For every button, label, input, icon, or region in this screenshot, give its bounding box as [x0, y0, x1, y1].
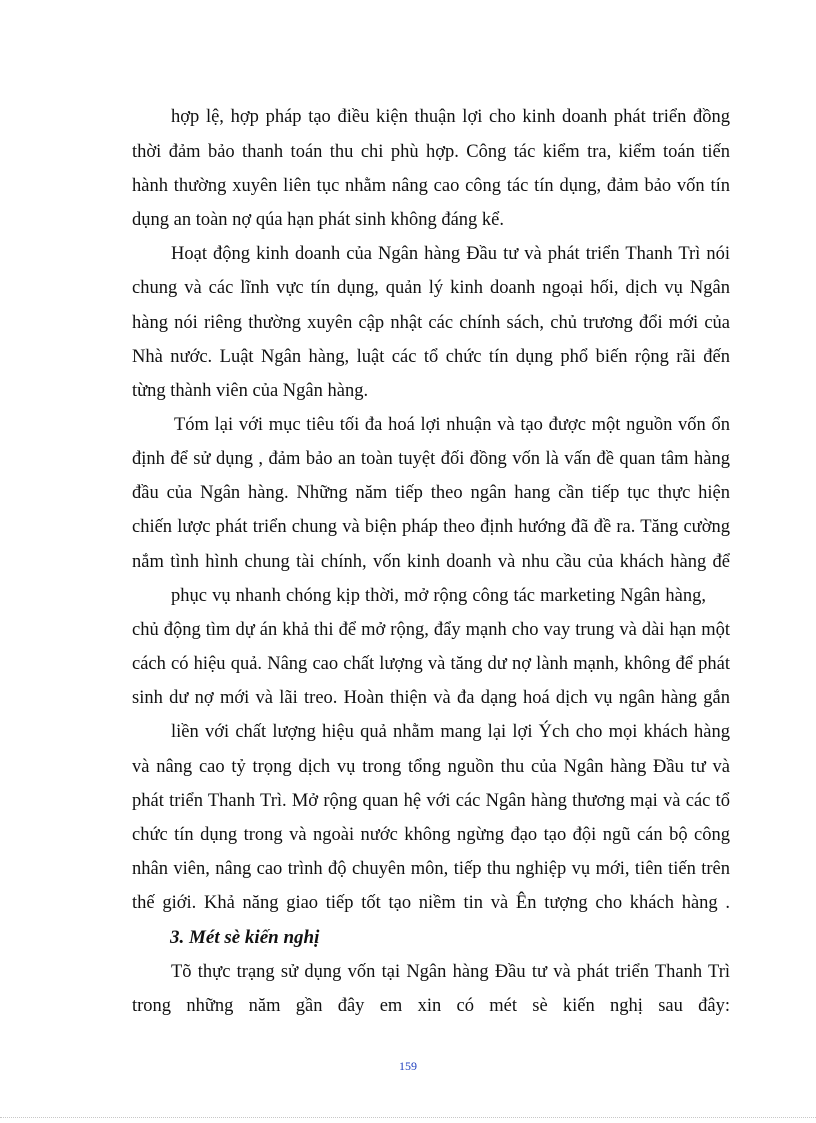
text-line: hàng nói riêng thường xuyên cập nhật các chính sách, chủ trương đổi mới của [132, 313, 730, 333]
page-bottom-rule [0, 1117, 816, 1118]
text-line: Tóm lại với mục tiêu tối đa hoá lợi nhuận và tạo được một nguồn vốn ổn [174, 415, 730, 435]
page-number: 159 [399, 1059, 417, 1073]
text-line: thế giới. Khả năng giao tiếp tốt tạo niềm tin và Ên tượng cho khách hàng . [132, 893, 730, 913]
text-line: hợp lệ, hợp pháp tạo điều kiện thuận lợi cho kinh doanh phát triển đồng [171, 107, 730, 127]
text-line: phát triển Thanh Trì. Mở rộng quan hệ với các Ngân hàng thương mại và các tổ [132, 791, 730, 811]
text-line: Nhà nước. Luật Ngân hàng, luật các tổ chức tín dụng phổ biến rộng rãi đến [132, 347, 730, 367]
text-line: sinh dư nợ mới và lãi treo. Hoàn thiện và đa dạng hoá dịch vụ ngân hàng gắn [132, 688, 730, 708]
text-line: phục vụ nhanh chóng kịp thời, mở rộng công tác marketing Ngân hàng, [171, 586, 706, 606]
section-heading: 3. Mét sè kiến nghị [170, 927, 320, 948]
text-line: cách có hiệu quả. Nâng cao chất lượng và tăng dư nợ lành mạnh, không để phát [132, 654, 730, 674]
text-line: từng thành viên của Ngân hàng. [132, 381, 369, 401]
text-line: chung và các lĩnh vực tín dụng, quản lý kinh doanh ngoại hối, dịch vụ Ngân [132, 278, 730, 298]
text-line: chiến lược phát triển chung và biện pháp theo định hướng đã đề ra. Tăng cường [132, 517, 730, 537]
text-line: chủ động tìm dự án khả thi để mở rộng, đẩy mạnh cho vay trung và dài hạn một [132, 620, 730, 640]
text-line: hành thường xuyên liên tục nhằm nâng cao công tác tín dụng, đảm bảo vốn tín [132, 176, 730, 196]
text-line: Tõ thực trạng sử dụng vốn tại Ngân hàng Đầu tư và phát triển Thanh Trì [171, 962, 730, 982]
text-line: trong những năm gần đây em xin có mét sè kiến nghị sau đây: [132, 996, 730, 1016]
text-line: nhân viên, nâng cao trình độ chuyên môn, tiếp thu nghiệp vụ mới, tiên tiến trên [132, 859, 730, 879]
text-line: nắm tình hình chung tài chính, vốn kinh doanh và nhu cầu của khách hàng để [132, 552, 730, 572]
text-line: Hoạt động kinh doanh của Ngân hàng Đầu tư và phát triển Thanh Trì nói [171, 244, 730, 264]
text-line: đầu của Ngân hàng. Những năm tiếp theo ngân hang cần tiếp tục thực hiện [132, 483, 730, 503]
text-line: chức tín dụng trong và ngoài nước không ngừng đạo tạo đội ngũ cán bộ công [132, 825, 730, 845]
text-line: định để sử dụng , đảm bảo an toàn tuyệt đối đồng vốn là vấn đề quan tâm hàng [132, 449, 730, 469]
text-line: và nâng cao tỷ trọng dịch vụ trong tổng nguồn thu của Ngân hàng Đầu tư và [132, 757, 730, 777]
text-line: liền với chất lượng hiệu quả nhằm mang lại lợi Ých cho mọi khách hàng [171, 722, 730, 742]
text-line: thời đảm bảo thanh toán thu chi phù hợp. Công tác kiểm tra, kiểm toán tiến [132, 142, 730, 162]
text-line: dụng an toàn nợ qúa hạn phát sinh không đáng kể. [132, 210, 505, 230]
